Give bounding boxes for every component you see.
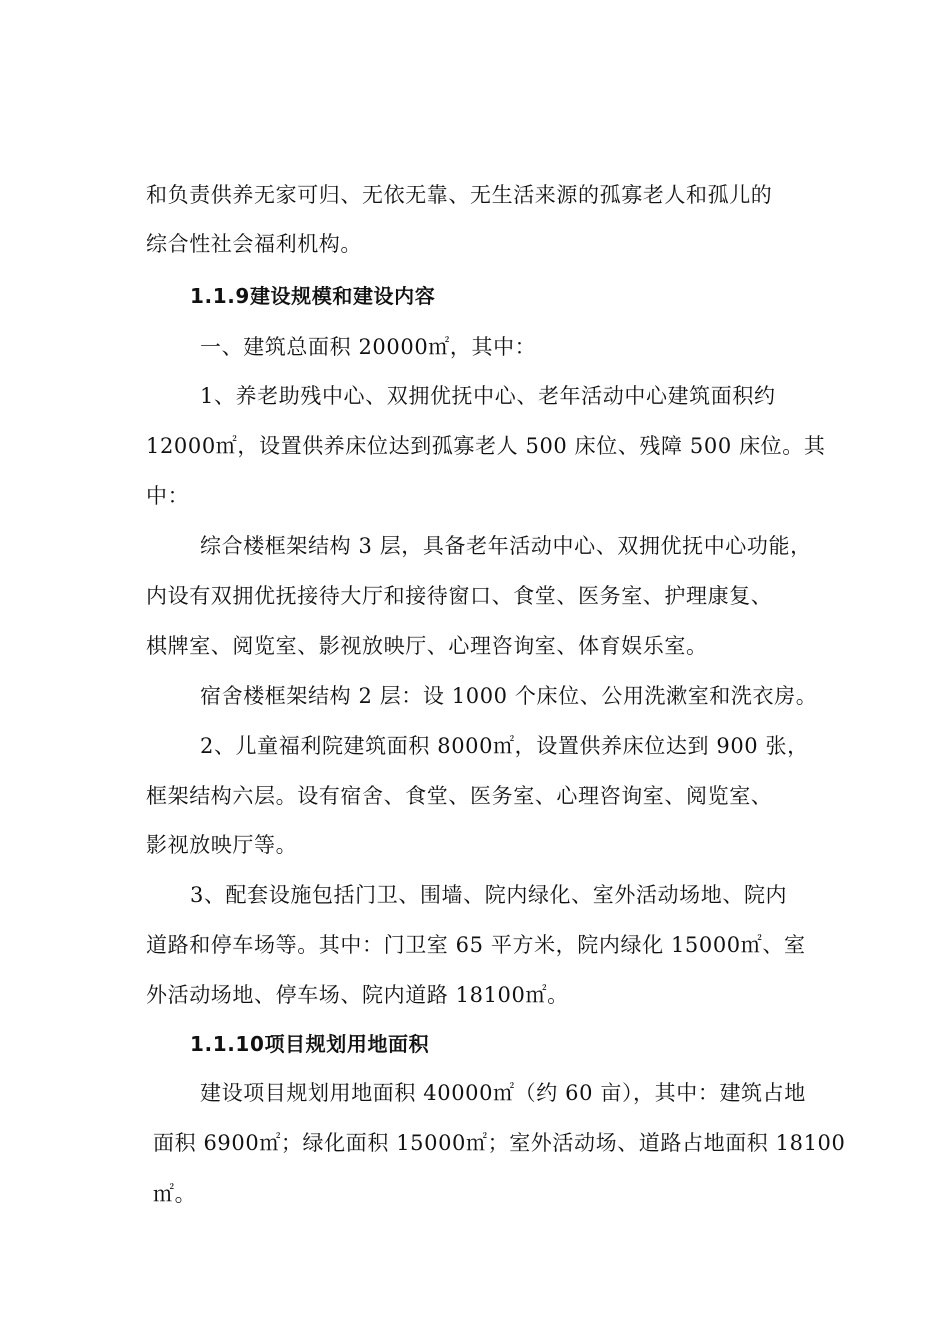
paragraph-line: 一、建筑总面积 20000㎡，其中： (200, 335, 537, 359)
paragraph-line: 宿舍楼框架结构 2 层：设 1000 个床位、公用洗漱室和洗衣房。 (200, 684, 818, 708)
paragraph-line: 内设有双拥优抚接待大厅和接待窗口、食堂、医务室、护理康复、 (146, 584, 773, 608)
paragraph-line: 影视放映厅等。 (146, 833, 298, 857)
paragraph-line: 综合楼框架结构 3 层，具备老年活动中心、双拥优抚中心功能， (200, 534, 812, 558)
paragraph-line: 框架结构六层。设有宿舍、食堂、医务室、心理咨询室、阅览室、 (146, 784, 773, 808)
paragraph-line: 综合性社会福利机构。 (146, 232, 362, 256)
paragraph-line: 道路和停车场等。其中：门卫室 65 平方米，院内绿化 15000㎡、室 (146, 933, 806, 957)
paragraph-line: 3、配套设施包括门卫、围墙、院内绿化、室外活动场地、院内 (190, 883, 788, 907)
paragraph-line: 2、儿童福利院建筑面积 8000㎡，设置供养床位达到 900 张， (200, 734, 809, 758)
paragraph-line: 棋牌室、阅览室、影视放映厅、心理咨询室、体育娱乐室。 (146, 634, 708, 658)
paragraph-line: 面积 6900㎡；绿化面积 15000㎡；室外活动场、道路占地面积 18100 (153, 1131, 846, 1155)
paragraph-line: 中： (146, 484, 190, 508)
paragraph-line: ㎡。 (153, 1182, 197, 1206)
section-heading: 1.1.9建设规模和建设内容 (190, 284, 436, 308)
paragraph-line: 12000㎡，设置供养床位达到孤寡老人 500 床位、残障 500 床位。其 (146, 434, 826, 458)
paragraph-line: 和负责供养无家可归、无依无靠、无生活来源的孤寡老人和孤儿的 (146, 183, 773, 207)
paragraph-line: 外活动场地、停车场、院内道路 18100㎡。 (146, 983, 569, 1007)
paragraph-line: 建设项目规划用地面积 40000㎡（约 60 亩），其中：建筑占地 (200, 1081, 806, 1105)
paragraph-line: 1、养老助残中心、双拥优抚中心、老年活动中心建筑面积约 (200, 384, 776, 408)
section-heading: 1.1.10项目规划用地面积 (190, 1032, 430, 1056)
